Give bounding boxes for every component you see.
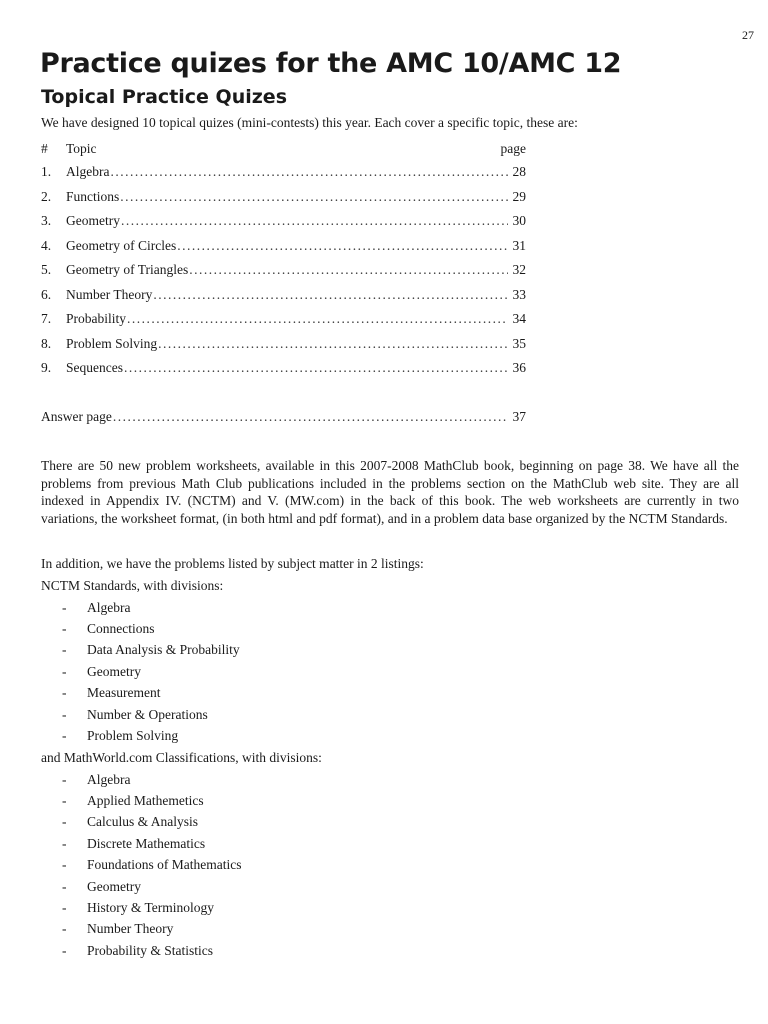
toc-answer-row — [41, 405, 526, 430]
toc-rows — [41, 160, 526, 381]
toc-item-num: 4. — [41, 237, 52, 253]
toc-item-topic: Geometry of Circles — [66, 237, 177, 253]
toc-leader — [189, 262, 508, 278]
list-item-label: Connections — [87, 621, 155, 637]
toc-row — [41, 234, 526, 259]
list-item — [62, 940, 241, 961]
list-item — [62, 704, 240, 725]
list-item — [62, 683, 240, 704]
toc-item-topic: Algebra — [66, 164, 110, 180]
list-item-label: Number Theory — [87, 921, 174, 937]
bullet-dash: - — [62, 942, 67, 958]
toc-leader — [158, 336, 508, 352]
toc-row — [41, 332, 526, 357]
toc-item-page: 32 — [512, 262, 526, 278]
toc-item-num: 3. — [41, 213, 52, 229]
toc-answer-label: Answer page — [41, 408, 112, 424]
nctm-heading: NCTM Standards, with divisions: — [41, 578, 224, 593]
list-item — [62, 790, 241, 811]
bullet-dash: - — [62, 857, 67, 873]
list-item-label: Measurement — [87, 685, 161, 701]
toc-header-page: page — [500, 141, 526, 156]
bullet-dash: - — [62, 728, 67, 744]
list-item-label: Geometry — [87, 663, 141, 679]
toc-row — [41, 283, 526, 308]
list-item-label: Foundations of Mathematics — [87, 857, 242, 873]
list-item-label: Geometry — [87, 878, 141, 894]
mathworld-heading: and MathWorld.com Classifications, with divisions: — [41, 750, 322, 765]
list-item — [62, 919, 241, 940]
toc-header-topic: Topic — [66, 141, 97, 156]
toc-item-num: 7. — [41, 311, 52, 327]
toc-item-page: 35 — [512, 335, 526, 351]
toc-answer-page: 37 — [512, 408, 526, 424]
mathworld-divisions-list — [62, 769, 241, 962]
toc-item-topic: Probability — [66, 311, 126, 327]
bullet-dash: - — [62, 706, 67, 722]
bullet-dash: - — [62, 642, 67, 658]
list-item — [62, 769, 241, 790]
list-item-label: Calculus & Analysis — [87, 814, 198, 830]
toc-item-topic: Functions — [66, 188, 120, 204]
toc-header-num: # — [41, 141, 48, 156]
list-item — [62, 640, 240, 661]
bullet-dash: - — [62, 814, 67, 830]
worksheets-paragraph: There are 50 new problem worksheets, available in this 2007-2008 MathClub book, beginning on page 38. We have all the problems from previous Math Club publications included in the problems section on the MathClub web site. They are all indexed in Appendix IV. (NCTM) and V. (MW.com) in the back of this book. The web worksheets are currently in two variations, the worksheet format, (in both html and pdf format), and in a problem data base organized by the NCTM Standards. — [41, 458, 739, 526]
nctm-divisions-list — [62, 597, 240, 747]
list-item — [62, 597, 240, 618]
toc-item-num: 2. — [41, 188, 52, 204]
bullet-dash: - — [62, 921, 67, 937]
toc-item-topic: Geometry of Triangles — [66, 262, 189, 278]
intro-text: We have designed 10 topical quizes (mini-contests) this year. Each cover a specific topic, these are: — [41, 115, 578, 130]
list-item-label: Algebra — [87, 599, 131, 615]
list-item — [62, 725, 240, 746]
toc-leader — [120, 189, 508, 205]
bullet-dash: - — [62, 663, 67, 679]
toc-leader — [110, 164, 508, 180]
toc-item-topic: Geometry — [66, 213, 120, 229]
list-item — [62, 876, 241, 897]
toc-header — [41, 138, 526, 160]
list-item — [62, 812, 241, 833]
toc-item-page: 28 — [512, 164, 526, 180]
list-item-label: Applied Mathemetics — [87, 793, 204, 809]
list-item-label: History & Terminology — [87, 900, 215, 916]
bullet-dash: - — [62, 599, 67, 615]
toc-leader — [153, 287, 508, 303]
bullet-dash: - — [62, 835, 67, 851]
bullet-dash: - — [62, 771, 67, 787]
list-item — [62, 855, 241, 876]
toc-item-page: 30 — [512, 213, 526, 229]
toc-item-num: 6. — [41, 286, 52, 302]
list-item-label: Problem Solving — [87, 728, 179, 744]
toc-row — [41, 356, 526, 381]
toc-row — [41, 160, 526, 185]
toc-item-page: 33 — [512, 286, 526, 302]
list-item-label: Number & Operations — [87, 706, 208, 722]
toc-item-num: 1. — [41, 164, 52, 180]
list-item-label: Data Analysis & Probability — [87, 642, 240, 658]
toc-item-page: 34 — [512, 311, 526, 327]
toc-item-page: 36 — [512, 360, 526, 376]
list-item-label: Algebra — [87, 771, 131, 787]
list-item-label: Probability & Statistics — [87, 942, 214, 958]
bullet-dash: - — [62, 900, 67, 916]
toc-leader — [177, 238, 508, 254]
listings-intro: In addition, we have the problems listed by subject matter in 2 listings: — [41, 556, 424, 571]
toc-leader — [127, 311, 508, 327]
list-item — [62, 833, 241, 854]
list-item — [62, 897, 241, 918]
page-title: Practice quizes for the AMC 10/AMC 12 — [40, 48, 622, 79]
toc-row — [41, 209, 526, 234]
list-item — [62, 618, 240, 639]
toc-row — [41, 185, 526, 210]
toc-item-num: 5. — [41, 262, 52, 278]
toc-row — [41, 307, 526, 332]
list-item-label: Discrete Mathematics — [87, 835, 206, 851]
toc-item-topic: Number Theory — [66, 286, 153, 302]
bullet-dash: - — [62, 793, 67, 809]
table-of-contents — [41, 138, 526, 429]
toc-row — [41, 258, 526, 283]
page-number: 27 — [742, 28, 754, 42]
toc-leader — [124, 360, 508, 376]
bullet-dash: - — [62, 878, 67, 894]
list-item — [62, 661, 240, 682]
toc-item-page: 31 — [512, 237, 526, 253]
toc-item-topic: Sequences — [66, 360, 123, 376]
toc-leader — [113, 409, 508, 425]
toc-leader — [121, 213, 508, 229]
toc-item-topic: Problem Solving — [66, 335, 158, 351]
bullet-dash: - — [62, 685, 67, 701]
toc-item-page: 29 — [512, 188, 526, 204]
section-subtitle: Topical Practice Quizes — [41, 86, 287, 108]
toc-item-num: 9. — [41, 360, 52, 376]
toc-item-num: 8. — [41, 335, 52, 351]
bullet-dash: - — [62, 621, 67, 637]
